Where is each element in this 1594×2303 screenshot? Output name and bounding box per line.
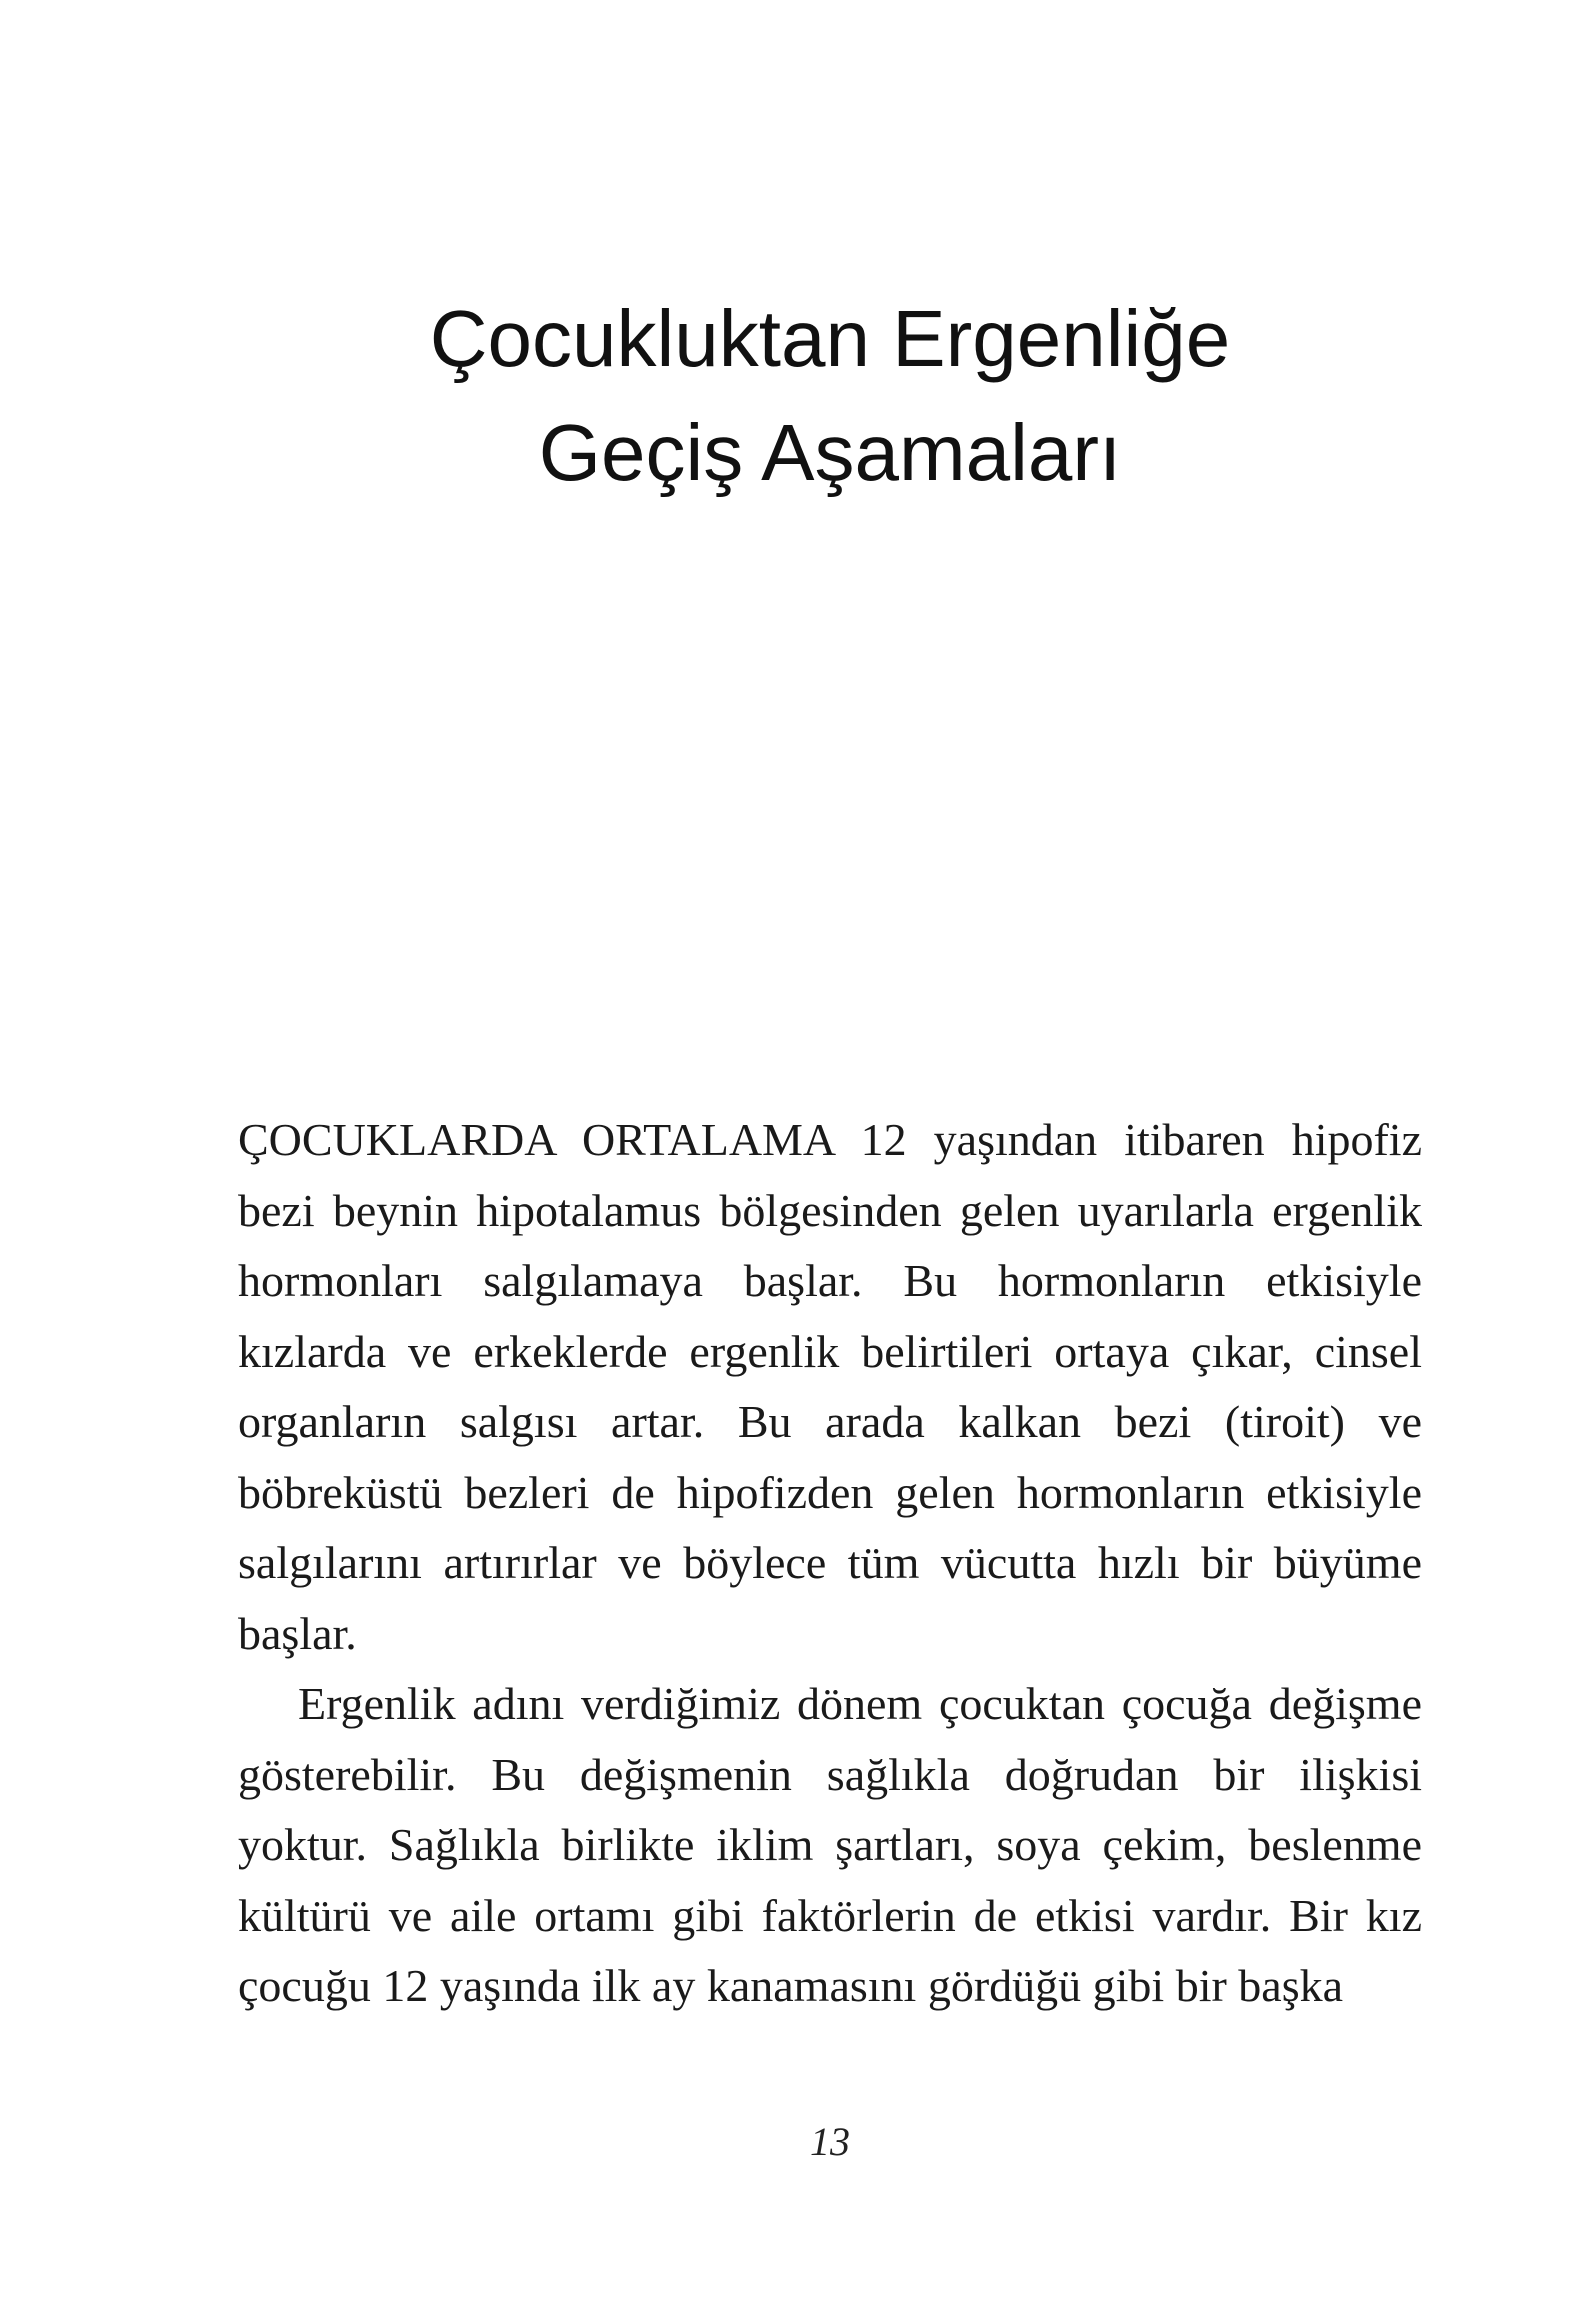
paragraph-2: Ergenlik adını verdiğimiz dönem çocuktan çocuğa değişme gösterebilir. Bu değişmenin sağlıkla doğrudan bir ilişkisi yoktur. Sağlıkla birlikte iklim şartları, soya çekim, beslenme kültürü ve aile ortamı gibi faktörlerin de etkisi vardır. Bir kız çocuğu 12 yaşında ilk ay kanamasını gördüğü gibi bir başka	[238, 1678, 1422, 2011]
chapter-title-line-1: Çocukluktan Ergenliğe	[429, 294, 1231, 383]
page-number: 13	[810, 2119, 850, 2164]
paragraph-1: ÇOCUKLARDA ORTALAMA 12 yaşından itibaren hipofiz bezi beynin hipotalamus bölgesinden gelen uyarılarla ergenlik hormonları salgılamaya başlar. Bu hormonların etkisiyle kızlarda ve erkeklerde ergenlik belirtileri ortaya çıkar, cinsel organların salgısı artar. Bu arada kalkan bezi (tiroit) ve böbreküstü bezleri de hipofizden gelen hormonların etkisiyle salgılarını artırırlar ve böylece tüm vücutta hızlı bir büyüme başlar.	[238, 1114, 1422, 1659]
chapter-title-line-2: Geçiş Aşamaları	[538, 408, 1122, 497]
body-text	[238, 1105, 1422, 2022]
chapter-title	[240, 282, 1420, 510]
